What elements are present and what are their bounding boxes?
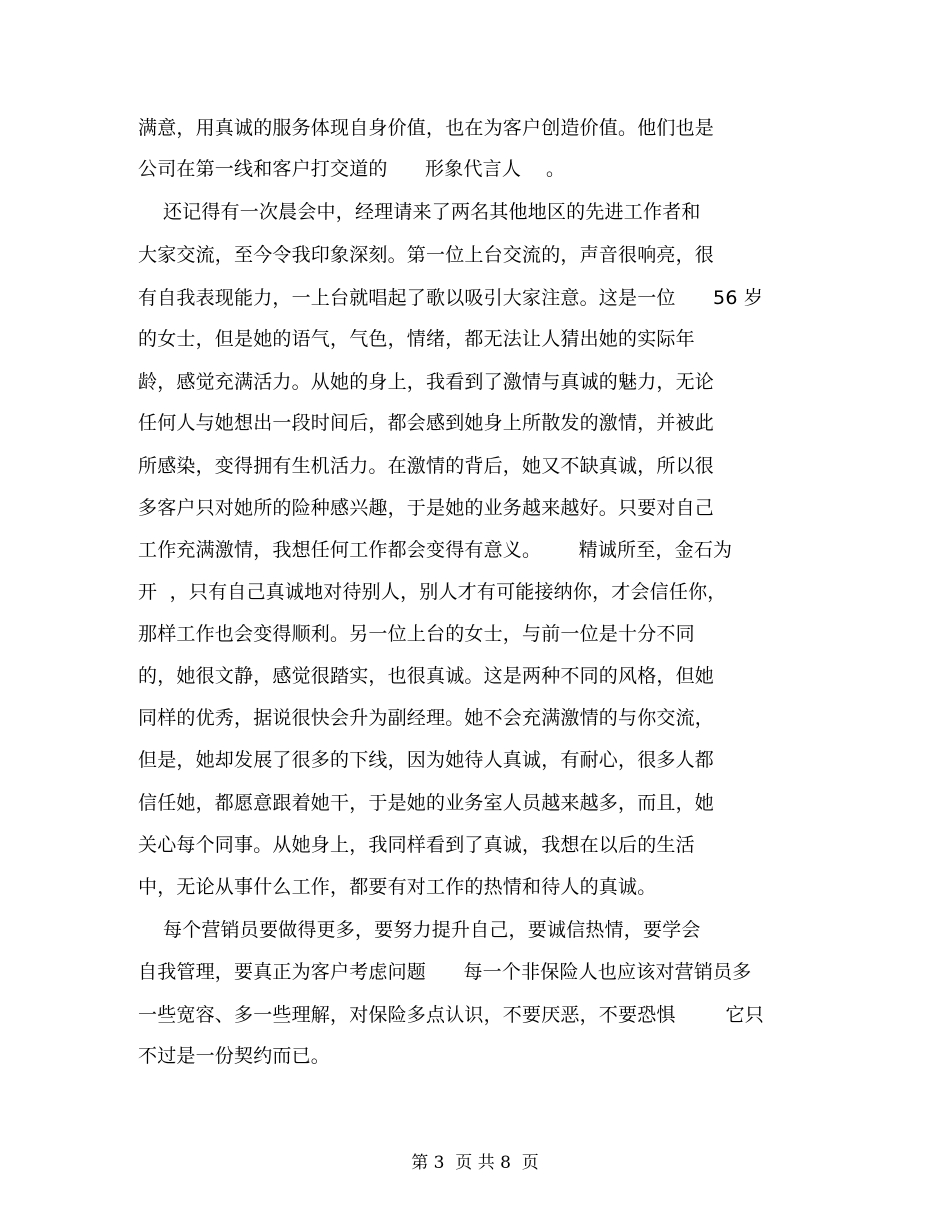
text-line: 那样工作也会变得顺利。另一位上台的女士，与前一位是十分不同 (138, 623, 695, 645)
text-line: 关心每个同事。从她身上，我同样看到了真诚，我想在以后的生活 (138, 834, 695, 856)
text-line: 自我管理，要真正为客户考虑问题 每一个非保险人也应该对营销员多 (138, 961, 752, 983)
text-line: 有自我表现能力，一上台就唱起了歌以吸引大家注意。这是一位 56 岁 (138, 287, 764, 309)
text-line: 公司在第一线和客户打交道的 形象代言人 。 (138, 158, 566, 180)
text-line: 但是，她却发展了很多的下线，因为她待人真诚，有耐心，很多人都 (138, 749, 715, 771)
text-line: 开 ，只有自己真诚地对待别人，别人才有可能接纳你，才会信任你， (138, 581, 727, 603)
text-line: 一些宽容、多一些理解，对保险多点认识，不要厌恶，不要恐惧 它只 (138, 1004, 764, 1026)
text-line: 工作充满激情，我想任何工作都会变得有意义。 精诚所至，金石为 (138, 539, 733, 561)
text-line: 大家交流，至今令我印象深刻。第一位上台交流的，声音很响亮，很 (138, 244, 715, 266)
text-line: 任何人与她想出一段时间后，都会感到她身上所散发的激情，并被此 (138, 412, 715, 434)
text-line: 不过是一份契约而已。 (138, 1045, 331, 1067)
text-line: 的，她很文静，感觉很踏实，也很真诚。这是两种不同的风格，但她 (138, 665, 715, 687)
text-line: 龄，感觉充满活力。从她的身上，我看到了激情与真诚的魅力，无论 (138, 371, 715, 393)
text-line: 中，无论从事什么工作，都要有对工作的热情和待人的真诚。 (138, 876, 657, 898)
page-number-footer: 第 3 页 共 8 页 (411, 1153, 539, 1173)
text-line: 所感染，变得拥有生机活力。在激情的背后，她又不缺真诚，所以很 (138, 455, 715, 477)
text-line: 满意，用真诚的服务体现自身价值，也在为客户创造价值。他们也是 (138, 117, 715, 139)
text-line: 多客户只对她所的险种感兴趣，于是她的业务越来越好。只要对自己 (138, 497, 715, 519)
text-line: 的女士，但是她的语气，气色，情绪，都无法让人猜出她的实际年 (138, 328, 695, 350)
text-line: 信任她，都愿意跟着她干，于是她的业务室人员越来越多，而且，她 (138, 792, 715, 814)
text-line: 每个营销员要做得更多，要努力提升自己，要诚信热情，要学会 (138, 919, 701, 941)
text-line: 同样的优秀，据说很快会升为副经理。她不会充满激情的与你交流， (138, 707, 715, 729)
text-line: 还记得有一次晨会中，经理请来了两名其他地区的先进工作者和 (138, 201, 701, 223)
